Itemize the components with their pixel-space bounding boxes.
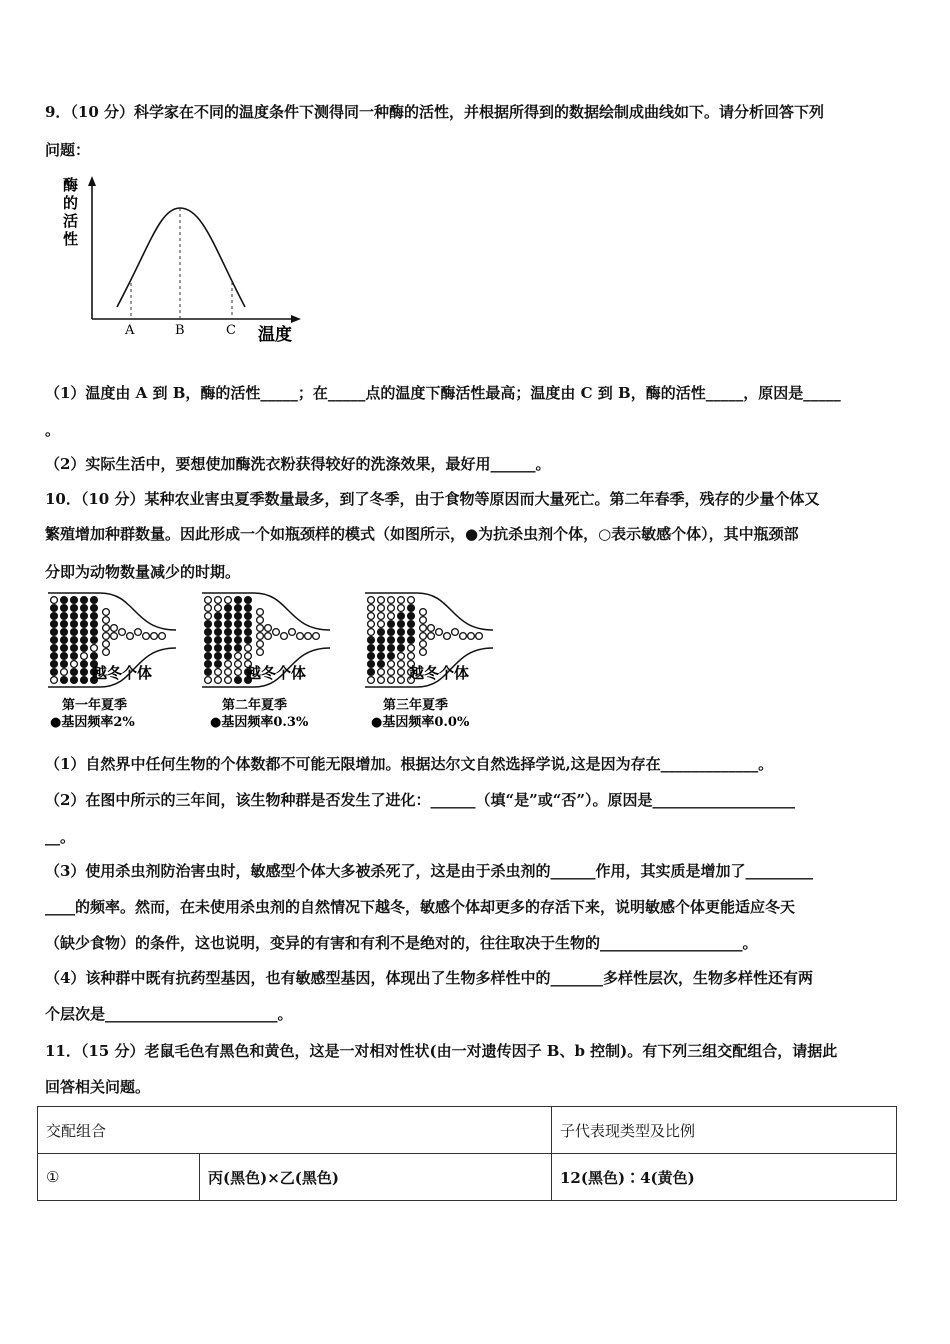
individual-dot xyxy=(81,669,88,676)
individual-dot xyxy=(257,641,264,648)
bottleneck-figure xyxy=(40,590,560,735)
individual-dot xyxy=(408,613,415,620)
individual-dot xyxy=(388,605,395,612)
individual-dot xyxy=(378,661,385,668)
individual-dot xyxy=(81,653,88,660)
individual-dot xyxy=(235,661,242,668)
individual-dot xyxy=(273,629,280,636)
individual-dot xyxy=(245,637,252,644)
individual-dot xyxy=(61,605,68,612)
individual-dot xyxy=(71,669,78,676)
individual-dot xyxy=(378,629,385,636)
q10-sub2-line2: __。 xyxy=(45,828,76,846)
individual-dot xyxy=(313,633,320,640)
individual-dot xyxy=(378,597,385,604)
individual-dot xyxy=(281,633,288,640)
individual-dot xyxy=(245,621,252,628)
individual-dot xyxy=(378,621,385,628)
individual-dot xyxy=(398,637,405,644)
individual-dot xyxy=(408,597,415,604)
q9-stem-line1: 9．（10 分）科学家在不同的温度条件下测得同一种酶的活性，并根据所得到的数据绘制成曲线如下。请分析回答下列 xyxy=(45,103,825,121)
individual-dot xyxy=(368,597,375,604)
individual-dot xyxy=(378,605,385,612)
individual-dot xyxy=(225,661,232,668)
freq-label: ●基因频率0.3% xyxy=(210,715,309,730)
individual-dot xyxy=(71,645,78,652)
individual-dot xyxy=(420,641,427,648)
individual-dot xyxy=(215,605,222,612)
individual-dot xyxy=(388,621,395,628)
individual-dot xyxy=(103,617,110,624)
y-label-char-1: 酶 xyxy=(63,176,79,194)
individual-dot xyxy=(388,629,395,636)
q10-stem-line2: 繁殖增加种群数量。因此形成一个如瓶颈样的模式（如图所示，●为抗杀虫剂个体，○表示敏感个体），其中瓶颈部 xyxy=(45,525,799,543)
individual-dot xyxy=(245,629,252,636)
individual-dot xyxy=(245,605,252,612)
q10-stem-line1: 10．（10 分）某种农业害虫夏季数量最多，到了冬季，由于食物等原因而大量死亡。第二年春季，残存的少量个体又 xyxy=(45,490,820,508)
individual-dot xyxy=(388,645,395,652)
individual-dot xyxy=(91,629,98,636)
individual-dot xyxy=(420,625,427,632)
y-axis-arrow xyxy=(88,176,96,186)
individual-dot xyxy=(205,669,212,676)
individual-dot xyxy=(143,633,150,640)
individual-dot xyxy=(71,653,78,660)
individual-dot xyxy=(91,613,98,620)
individual-dot xyxy=(428,625,435,632)
individual-dot xyxy=(265,625,272,632)
individual-dot xyxy=(388,613,395,620)
individual-dot xyxy=(257,649,264,656)
individual-dot xyxy=(368,629,375,636)
individual-dot xyxy=(428,633,435,640)
individual-dot xyxy=(205,597,212,604)
header-result: 子代表现类型及比例 xyxy=(552,1107,897,1154)
individual-dot xyxy=(205,637,212,644)
individual-dot xyxy=(225,597,232,604)
individual-dot xyxy=(388,637,395,644)
q11-stem-line1: 11．（15 分）老鼠毛色有黑色和黄色，这是一对相对性状(由一对遗传因子 B、b 控制)。有下列三组交配组合，请据此 xyxy=(45,1042,838,1060)
individual-dot xyxy=(245,653,252,660)
individual-dot xyxy=(61,653,68,660)
individual-dot xyxy=(398,653,405,660)
individual-dot xyxy=(257,625,264,632)
individual-dot xyxy=(61,621,68,628)
point-b-label: B xyxy=(175,323,185,338)
winter-label: 越冬个体 xyxy=(409,664,470,682)
individual-dot xyxy=(368,645,375,652)
individual-dot xyxy=(225,653,232,660)
point-c-label: C xyxy=(226,323,236,338)
individual-dot xyxy=(61,661,68,668)
individual-dot xyxy=(81,597,88,604)
individual-dot xyxy=(388,661,395,668)
individual-dot xyxy=(215,653,222,660)
season-label: 第一年夏季 xyxy=(62,698,128,713)
individual-dot xyxy=(368,621,375,628)
individual-dot xyxy=(225,669,232,676)
individual-dot xyxy=(289,629,296,636)
individual-dot xyxy=(398,661,405,668)
individual-dot xyxy=(205,677,212,684)
q9-sub1-line2: 。 xyxy=(45,421,61,439)
individual-dot xyxy=(71,597,78,604)
individual-dot xyxy=(235,613,242,620)
individual-dot xyxy=(388,597,395,604)
individual-dot xyxy=(51,645,58,652)
y-label-char-3: 活 xyxy=(63,212,79,230)
individual-dot xyxy=(215,661,222,668)
individual-dot xyxy=(235,645,242,652)
individual-dot xyxy=(388,669,395,676)
individual-dot xyxy=(81,629,88,636)
individual-dot xyxy=(111,633,118,640)
individual-dot xyxy=(71,661,78,668)
individual-dot xyxy=(71,613,78,620)
winter-label: 越冬个体 xyxy=(246,664,307,682)
individual-dot xyxy=(460,633,467,640)
individual-dot xyxy=(388,653,395,660)
individual-dot xyxy=(225,629,232,636)
table-row xyxy=(38,1154,897,1201)
cross-table xyxy=(37,1106,897,1201)
individual-dot xyxy=(205,605,212,612)
q10-sub2-line1: （2）在图中所示的三年间，该生物种群是否发生了进化：______（填“是”或“否”）。原因是___________________ xyxy=(45,791,795,809)
individual-dot xyxy=(119,629,126,636)
individual-dot xyxy=(408,645,415,652)
individual-dot xyxy=(215,597,222,604)
individual-dot xyxy=(398,621,405,628)
y-label-char-4: 性 xyxy=(63,230,79,248)
cell-result: 12(黑色)∶4(黄色) xyxy=(552,1154,897,1201)
individual-dot xyxy=(420,649,427,656)
individual-dot xyxy=(378,613,385,620)
panel-year2 xyxy=(202,593,330,730)
individual-dot xyxy=(235,629,242,636)
individual-dot xyxy=(81,677,88,684)
individual-dot xyxy=(205,613,212,620)
individual-dot xyxy=(81,605,88,612)
individual-dot xyxy=(61,677,68,684)
individual-dot xyxy=(235,677,242,684)
individual-dot xyxy=(398,629,405,636)
individual-dot xyxy=(378,669,385,676)
individual-dot xyxy=(368,669,375,676)
individual-dot xyxy=(51,621,58,628)
individual-dot xyxy=(215,621,222,628)
enzyme-activity-figure xyxy=(55,170,315,345)
individual-dot xyxy=(476,633,483,640)
individual-dot xyxy=(61,613,68,620)
individual-dot xyxy=(51,669,58,676)
q11-stem-line2: 回答相关问题。 xyxy=(45,1078,151,1096)
individual-dot xyxy=(215,645,222,652)
q9-stem-line2: 问题： xyxy=(45,141,91,159)
individual-dot xyxy=(91,645,98,652)
individual-dot xyxy=(81,621,88,628)
individual-dot xyxy=(91,597,98,604)
individual-dot xyxy=(127,633,134,640)
individual-dot xyxy=(71,677,78,684)
individual-dot xyxy=(71,629,78,636)
individual-dot xyxy=(297,633,304,640)
q10-sub1: （1）自然界中任何生物的个体数都不可能无限增加。根据达尔文自然选择学说,这是因为存在_____________。 xyxy=(45,755,774,773)
cell-cross: 丙(黑色)×乙(黑色) xyxy=(200,1154,552,1201)
individual-dot xyxy=(103,625,110,632)
individual-dot xyxy=(378,637,385,644)
individual-dot xyxy=(225,677,232,684)
header-cross: 交配组合 xyxy=(38,1107,552,1154)
individual-dot xyxy=(235,621,242,628)
individual-dot xyxy=(91,637,98,644)
individual-dot xyxy=(305,633,312,640)
individual-dot xyxy=(159,633,166,640)
individual-dot xyxy=(103,633,110,640)
winter-label: 越冬个体 xyxy=(92,664,153,682)
individual-dot xyxy=(91,621,98,628)
x-axis-arrow xyxy=(291,315,301,323)
individual-dot xyxy=(151,633,158,640)
individual-dot xyxy=(225,637,232,644)
q10-sub4-line2: 个层次是_______________________。 xyxy=(45,1005,293,1023)
individual-dot xyxy=(444,633,451,640)
individual-dot xyxy=(205,645,212,652)
individual-dot xyxy=(368,605,375,612)
individual-dot xyxy=(436,629,443,636)
individual-dot xyxy=(205,661,212,668)
individual-dot xyxy=(388,677,395,684)
individual-dot xyxy=(91,605,98,612)
individual-dot xyxy=(368,613,375,620)
individual-dot xyxy=(235,669,242,676)
individual-dot xyxy=(378,677,385,684)
individual-dot xyxy=(408,653,415,660)
individual-dot xyxy=(51,637,58,644)
individual-dot xyxy=(468,633,475,640)
q9-sub2: （2）实际生活中，要想使加酶洗衣粉获得较好的洗涤效果，最好用______。 xyxy=(45,455,551,473)
individual-dot xyxy=(245,597,252,604)
individual-dot xyxy=(205,653,212,660)
individual-dot xyxy=(51,613,58,620)
individual-dot xyxy=(398,613,405,620)
individual-dot xyxy=(71,605,78,612)
individual-dot xyxy=(368,637,375,644)
individual-dot xyxy=(368,677,375,684)
q10-sub3-line1: （3）使用杀虫剂防治害虫时，敏感型个体大多被杀死了，这是由于杀虫剂的______作用，其实质是增加了_________ xyxy=(45,862,813,880)
individual-dot xyxy=(51,629,58,636)
q10-stem-line3: 分即为动物数量减少的时期。 xyxy=(45,563,241,581)
individual-dot xyxy=(245,645,252,652)
individual-dot xyxy=(257,609,264,616)
individual-dot xyxy=(398,669,405,676)
individual-dot xyxy=(81,613,88,620)
individual-dot xyxy=(257,633,264,640)
individual-dot xyxy=(91,653,98,660)
individual-dot xyxy=(235,605,242,612)
freq-label: ●基因频率0.0% xyxy=(371,715,470,730)
individual-dot xyxy=(257,617,264,624)
individual-dot xyxy=(408,621,415,628)
point-a-label: A xyxy=(125,323,135,338)
individual-dot xyxy=(135,629,142,636)
activity-curve xyxy=(117,208,245,307)
individual-dot xyxy=(215,669,222,676)
individual-dot xyxy=(71,637,78,644)
individual-dot xyxy=(408,637,415,644)
individual-dot xyxy=(398,645,405,652)
individual-dot xyxy=(205,621,212,628)
individual-dot xyxy=(103,609,110,616)
individual-dot xyxy=(71,621,78,628)
individual-dot xyxy=(235,637,242,644)
individual-dot xyxy=(61,645,68,652)
cell-no: ① xyxy=(38,1154,200,1201)
individual-dot xyxy=(111,625,118,632)
individual-dot xyxy=(103,641,110,648)
individual-dot xyxy=(368,661,375,668)
individual-dot xyxy=(81,637,88,644)
q10-sub3-line2: ____的频率。然而，在未使用杀虫剂的自然情况下越冬，敏感个体却更多的存活下来，说明敏感个体更能适应冬天 xyxy=(45,898,796,916)
individual-dot xyxy=(235,653,242,660)
individual-dot xyxy=(225,621,232,628)
individual-dot xyxy=(51,677,58,684)
individual-dot xyxy=(103,649,110,656)
q10-sub4-line1: （4）该种群中既有抗药型基因，也有敏感型基因，体现出了生物多样性中的_______多样性层次，生物多样性还有两 xyxy=(45,969,813,987)
individual-dot xyxy=(398,605,405,612)
individual-dot xyxy=(61,629,68,636)
individual-dot xyxy=(51,597,58,604)
individual-dot xyxy=(61,637,68,644)
panel-year3 xyxy=(365,593,493,730)
q10-sub3-line3: （缺少食物）的条件，这也说明，变异的有害和有利不是绝对的，往往取决于生物的___________________。 xyxy=(45,934,758,952)
individual-dot xyxy=(61,669,68,676)
y-label-char-2: 的 xyxy=(63,194,79,212)
season-label: 第三年夏季 xyxy=(383,698,449,713)
individual-dot xyxy=(61,597,68,604)
q9-sub1-line1: （1）温度由 A 到 B，酶的活性_____；在_____点的温度下酶活性最高；温度由 C 到 B，酶的活性_____，原因是_____ xyxy=(45,384,841,402)
x-axis-label: 温度 xyxy=(258,325,292,345)
individual-dot xyxy=(51,661,58,668)
individual-dot xyxy=(408,605,415,612)
individual-dot xyxy=(452,629,459,636)
individual-dot xyxy=(225,645,232,652)
individual-dot xyxy=(420,617,427,624)
individual-dot xyxy=(51,653,58,660)
individual-dot xyxy=(245,613,252,620)
season-label: 第二年夏季 xyxy=(222,698,288,713)
individual-dot xyxy=(225,613,232,620)
individual-dot xyxy=(265,633,272,640)
individual-dot xyxy=(378,645,385,652)
individual-dot xyxy=(215,677,222,684)
individual-dot xyxy=(420,633,427,640)
individual-dot xyxy=(81,645,88,652)
individual-dot xyxy=(378,653,385,660)
individual-dot xyxy=(81,661,88,668)
individual-dot xyxy=(368,653,375,660)
freq-label: ●基因频率2% xyxy=(50,715,135,730)
individual-dot xyxy=(215,629,222,636)
individual-dot xyxy=(420,609,427,616)
individual-dot xyxy=(215,637,222,644)
individual-dot xyxy=(225,605,232,612)
table-header-row xyxy=(38,1107,897,1154)
individual-dot xyxy=(235,597,242,604)
individual-dot xyxy=(408,629,415,636)
individual-dot xyxy=(398,677,405,684)
individual-dot xyxy=(398,597,405,604)
individual-dot xyxy=(215,613,222,620)
panel-year1 xyxy=(48,593,176,730)
individual-dot xyxy=(51,605,58,612)
individual-dot xyxy=(205,629,212,636)
